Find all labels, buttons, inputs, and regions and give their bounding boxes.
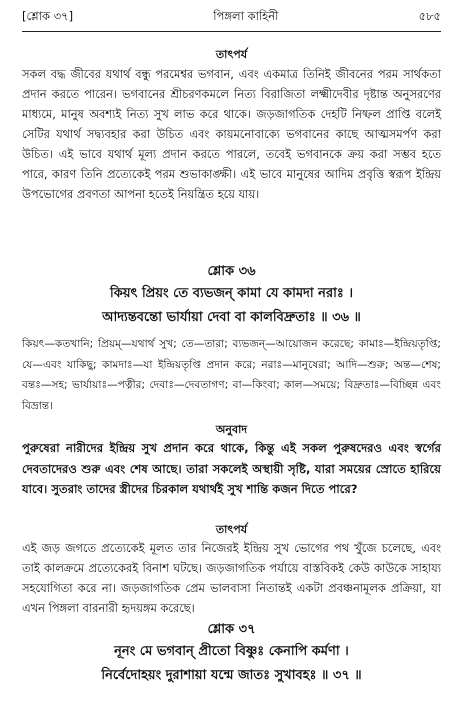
purport-heading-2: তাৎপর্য [215,523,248,536]
verse-36-line-2: আদ্যন্তবন্তো ভার্যায়া দেবা বা কালবিদ্রুতাঃ ॥ ৩৬ ॥ [102,310,361,325]
verse-37-line-2: নির্বেদোহয়ং দুরাশায়া যন্মে জাতঃ সুখাবহঃ ॥ ৩৭ ॥ [101,668,362,683]
verse-36-title: শ্লোক ৩৬ [207,264,256,279]
verse-36-synonyms: কিয়ৎ—কতখানি; প্রিয়ম্—যথার্থ সুখ; তে—তারা; ব্যভজন্—আয়োজন করেছে; কামাঃ—ইন্দ্রিয়তৃপ্তি; যে—এবং যাকিছু; কামদাঃ—যা ইন্দ্রিয়তৃপ্তি প্রদান করে; নরাঃ—মানুষেরা; আদি—শুরু; অন্ত—শেষ; বন্তঃ—সহ; ভার্যায়াঃ—পত্নীর; দেবাঃ—দেবতাগণ; বা—কিংবা; কাল—সময়ে; বিদ্রুতাঃ—বিচ্ছিন্ন এবং বিভ্রান্ত। [22,338,441,412]
verse-36-line-1: কিয়ৎ প্রিয়ং তে ব্যভজন্ কামা যে কামদা নরাঃ । [110,286,353,301]
purport-paragraph-1: সকল বদ্ধ জীবের যথার্থ বন্ধু পরমেশ্বর ভগবান, এবং একমাত্র তিনিই জীবনের পরম সার্থকতা প্রদান করতে পারেন। ভগবানের শ্রীচরণকমলে নিত্য বিরাজিতা লক্ষ্মীদেবীর দৃষ্টান্ত অনুসরণের মাধ্যমে, মানুষ অবশ্যই নিত্য সুখ লাভ করে থাকে। জড়জাগতিক দেহটি নিষ্ফল প্রাপ্তি বলেই সেটির যথার্থ সদ্ব্যবহার করা উচিত এবং কায়মনোবাক্যে ভগবানের কাছে আত্মসমর্পণ করা উচিত। এই ভাবে যথার্থ মূল্য প্রদান করতে পারলে, তবেই ভগবানকে ক্রয় করা সম্ভব হতে পারে, কারণ তিনি প্রত্যেকেই পরম শুভাকাঙ্ক্ষী। এই ভাবে মানুষের আদিম প্রবৃত্তি স্বরূপ ইন্দ্রিয় উপভোগের প্রবণতা আপনা হতেই নিয়ন্ত্রিত হয়ে যায়। [22,67,441,201]
header-chapter-title: পিঙ্গলা কাহিনী [213,8,279,23]
verse-37-title: শ্লোক ৩৭ [207,622,256,637]
header-divider [22,31,441,32]
header-page-number: ৫৮৫ [418,8,441,23]
verse-36-translation: পুরুষেরা নারীদের ইন্দ্রিয় সুখ প্রদান করে থাকে, কিন্তু এই সকল পুরুষদেরও এবং স্বর্গের দেবতাদেরও শুরু এবং শেষ আছে। তারা সকলেই অস্থায়ী সৃষ্টি, যারা সময়ের স্রোতে হারিয়ে যাবে। সুতরাং তাদের স্ত্রীদের চিরকাল যথার্থই সুখ শান্তি কজন দিতে পারে? [22,441,441,496]
purport-heading-1: তাৎপর্য [215,48,248,61]
running-header [22,6,441,28]
verse-37-line-1: নূনং মে ভগবান্ প্রীতো বিষ্ণুঃ কেনাপি কর্মণা । [114,644,349,659]
header-verse-ref: [শ্লোক ৩৭] [22,8,74,23]
translation-heading: অনুবাদ [215,423,248,436]
purport-paragraph-2: এই জড় জগতে প্রত্যেকেই মূলত তার নিজেরই ইন্দ্রিয় সুখ ভোগের পথ খুঁজে চলেছে, এবং তাই কালক্রমে প্রত্যেকেরই বিনাশ ঘটছে। জড়জাগতিক পর্যায়ে বাস্তবিকই কেউ কাউকে সাহায্য সহযোগিতা করে না। জড়জাগতিক প্রেম ভালবাসা নিতান্তই একটা প্রবঞ্চনামূলক প্রক্রিয়া, যা এখন পিঙ্গলা বারনারী হৃদয়ঙ্গম করেছে। [22,541,441,615]
